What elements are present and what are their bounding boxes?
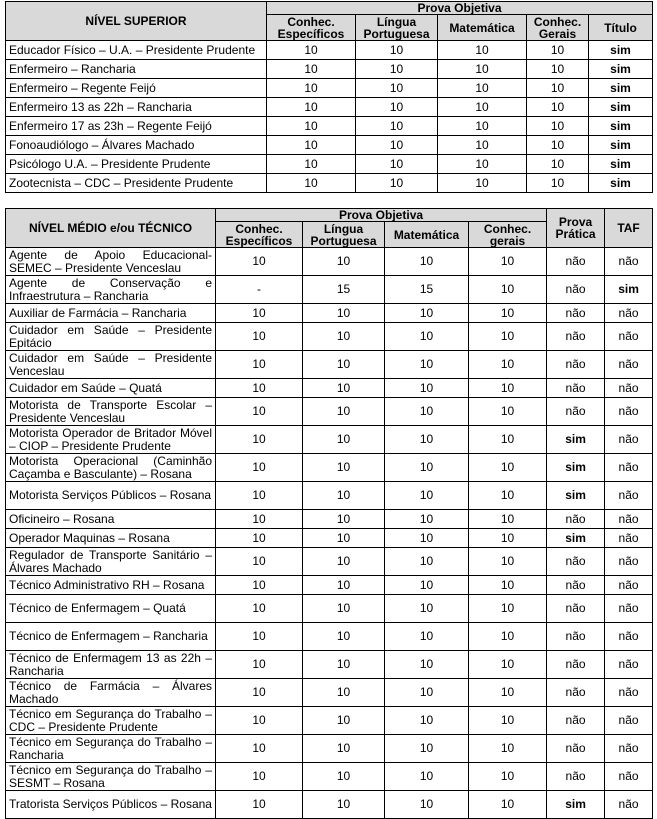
value-cell: 10 [385,548,469,576]
superior-group-header: Prova Objetiva [267,2,653,15]
value-cell: 10 [385,576,469,595]
value-cell: não [605,735,653,763]
value-cell: 10 [385,398,469,426]
value-cell: 10 [303,548,385,576]
value-cell: 10 [303,454,385,482]
table-row [6,79,653,98]
value-cell: 10 [385,426,469,454]
cargo-cell: Enfermeiro – Regente Feijó [6,79,267,98]
value-cell: não [605,763,653,791]
value-cell: 10 [267,174,356,193]
table-row [6,548,653,576]
cargo-cell: Técnico em Segurança do Trabalho – SESMT – Rosana [6,763,216,791]
value-cell: 10 [469,623,547,651]
cargo-cell: Enfermeiro 13 as 22h – Rancharia [6,98,267,117]
value-cell: não [605,791,653,819]
cargo-cell: Motorista Operacional (Caminhão Caçamba e Basculante) – Rosana [6,454,216,482]
value-cell: não [547,248,605,276]
value-cell: 10 [527,79,589,98]
cargo-cell: Enfermeiro 17 as 23h – Regente Feijó [6,117,267,136]
value-cell: 10 [303,482,385,510]
value-cell: 10 [385,735,469,763]
table-row [6,60,653,79]
value-cell: não [547,623,605,651]
table-row [6,398,653,426]
value-cell: 10 [438,174,527,193]
value-cell: 10 [438,117,527,136]
cargo-cell: Agente de Apoio Educacional-SEMEC – Presidente Venceslau [6,248,216,276]
value-cell: não [605,576,653,595]
value-cell: 10 [469,323,547,351]
cargo-cell: Motorista Serviços Públicos – Rosana [6,482,216,510]
value-cell: 10 [303,248,385,276]
cargo-cell: Motorista Operador de Britador Móvel – CIOP – Presidente Prudente [6,426,216,454]
cargo-cell: Fonoaudiólogo – Álvares Machado [6,136,267,155]
value-cell: 10 [385,351,469,379]
value-cell: 10 [385,623,469,651]
value-cell: 10 [469,651,547,679]
value-cell: 10 [385,304,469,323]
value-cell: 10 [469,595,547,623]
value-cell: 10 [216,707,303,735]
superior-col-header: Conhec. Específicos [267,15,356,41]
value-cell: 10 [303,679,385,707]
value-cell: 10 [469,707,547,735]
cargo-cell: Técnico em Segurança do Trabalho – CDC – Presidente Prudente [6,707,216,735]
table-row [6,510,653,529]
cargo-cell: Psicólogo U.A. – Presidente Prudente [6,155,267,174]
value-cell: 10 [303,510,385,529]
table-row [6,117,653,136]
value-cell: não [605,651,653,679]
value-cell: 10 [438,98,527,117]
value-cell: 10 [385,379,469,398]
value-cell: 10 [469,529,547,548]
value-cell: 10 [303,351,385,379]
value-cell: 10 [385,791,469,819]
value-cell: 10 [216,426,303,454]
value-cell: 10 [303,576,385,595]
value-cell: não [547,398,605,426]
table-row [6,595,653,623]
superior-col-header: Conhec. Gerais [527,15,589,41]
table-row [6,707,653,735]
value-cell: não [605,379,653,398]
medio-col-header: Língua Portuguesa [303,222,385,248]
value-cell: 10 [469,791,547,819]
value-cell: não [605,482,653,510]
value-cell: 10 [303,623,385,651]
value-cell: 10 [438,136,527,155]
value-cell: não [605,351,653,379]
value-cell: 10 [385,763,469,791]
value-cell: não [605,679,653,707]
value-cell: não [547,510,605,529]
value-cell: 10 [216,679,303,707]
value-cell: 10 [385,482,469,510]
value-cell: 10 [469,426,547,454]
medio-col-header: Conhec. gerais [469,222,547,248]
value-cell: 10 [527,117,589,136]
value-cell: 10 [303,426,385,454]
value-cell: 10 [216,548,303,576]
value-cell: 10 [527,60,589,79]
value-cell: não [605,623,653,651]
value-cell: 10 [385,679,469,707]
value-cell: não [547,763,605,791]
superior-col-header: Matemática [438,15,527,41]
value-cell: 10 [303,595,385,623]
value-cell: 10 [438,60,527,79]
value-cell: não [605,426,653,454]
value-cell: 10 [469,576,547,595]
cargo-cell: Tratorista Serviços Públicos – Rosana [6,791,216,819]
value-cell: sim [547,426,605,454]
value-cell: 10 [303,763,385,791]
value-cell: 10 [303,398,385,426]
cargo-cell: Técnico de Enfermagem – Rancharia [6,623,216,651]
value-cell: 10 [438,79,527,98]
value-cell: 10 [216,735,303,763]
value-cell: 10 [527,136,589,155]
value-cell: não [547,276,605,304]
value-cell: sim [547,791,605,819]
cargo-cell: Zootecnista – CDC – Presidente Prudente [6,174,267,193]
value-cell: sim [547,482,605,510]
cargo-cell: Técnico em Segurança do Trabalho – Rancharia [6,735,216,763]
table-row [6,529,653,548]
value-cell: 10 [216,791,303,819]
value-cell: sim [589,117,653,136]
table-row [6,41,653,60]
value-cell: sim [589,60,653,79]
value-cell: 10 [356,41,438,60]
value-cell: 10 [527,174,589,193]
value-cell: 10 [438,41,527,60]
table-row [6,576,653,595]
table-row [6,136,653,155]
value-cell: 10 [267,117,356,136]
value-cell: 10 [216,304,303,323]
value-cell: não [605,304,653,323]
value-cell: não [547,595,605,623]
medio-group-header: Prova Objetiva [216,209,547,222]
value-cell: não [547,548,605,576]
value-cell: 10 [216,510,303,529]
value-cell: 15 [303,276,385,304]
medio-table [5,208,653,819]
value-cell: 10 [216,763,303,791]
value-cell: 10 [385,595,469,623]
value-cell: 10 [469,248,547,276]
value-cell: 10 [356,117,438,136]
value-cell: 10 [469,454,547,482]
cargo-cell: Técnico de Enfermagem 13 as 22h – Rancharia [6,651,216,679]
value-cell: sim [547,529,605,548]
superior-col-header: Língua Portuguesa [356,15,438,41]
value-cell: não [605,529,653,548]
value-cell: 10 [385,323,469,351]
value-cell: 10 [216,248,303,276]
value-cell: 10 [216,651,303,679]
value-cell: 10 [469,510,547,529]
cargo-cell: Agente de Conservação e Infraestrutura – Rancharia [6,276,216,304]
cargo-cell: Cuidador em Saúde – Presidente Epitácio [6,323,216,351]
table-row [6,174,653,193]
value-cell: 10 [267,136,356,155]
superior-table [5,1,653,193]
value-cell: 10 [385,707,469,735]
value-cell: não [605,510,653,529]
value-cell: não [605,454,653,482]
value-cell: 10 [216,529,303,548]
value-cell: 10 [469,763,547,791]
cargo-cell: Operador Maquinas – Rosana [6,529,216,548]
value-cell: 10 [216,398,303,426]
value-cell: 10 [438,155,527,174]
value-cell: 10 [303,323,385,351]
value-cell: não [605,398,653,426]
value-cell: não [605,548,653,576]
medio-title: NÍVEL MÉDIO e/ou TÉCNICO [6,209,216,248]
value-cell: 10 [216,576,303,595]
value-cell: 10 [469,276,547,304]
cargo-cell: Técnico de Farmácia – Álvares Machado [6,679,216,707]
table-row [6,379,653,398]
table-row [6,623,653,651]
value-cell: 10 [469,304,547,323]
value-cell: 10 [356,174,438,193]
table-row [6,426,653,454]
value-cell: 10 [356,155,438,174]
value-cell: 10 [356,136,438,155]
table-row [6,482,653,510]
value-cell: 10 [216,454,303,482]
value-cell: não [547,735,605,763]
cargo-cell: Motorista de Transporte Escolar – Presidente Venceslau [6,398,216,426]
medio-col-header: TAF [605,209,653,248]
value-cell: 10 [303,304,385,323]
value-cell: não [547,651,605,679]
value-cell: não [547,351,605,379]
value-cell: sim [589,41,653,60]
value-cell: 10 [216,351,303,379]
value-cell: não [547,707,605,735]
table-row [6,276,653,304]
table-row [6,679,653,707]
cargo-cell: Oficineiro – Rosana [6,510,216,529]
value-cell: 10 [469,548,547,576]
table-row [6,651,653,679]
table-row [6,763,653,791]
cargo-cell: Enfermeiro – Rancharia [6,60,267,79]
value-cell: - [216,276,303,304]
cargo-cell: Técnico de Enfermagem – Quatá [6,595,216,623]
table-row [6,791,653,819]
medio-col-header: Matemática [385,222,469,248]
value-cell: 10 [385,454,469,482]
value-cell: 10 [267,41,356,60]
value-cell: 10 [303,735,385,763]
value-cell: sim [547,454,605,482]
value-cell: 10 [267,60,356,79]
value-cell: não [547,679,605,707]
value-cell: sim [589,136,653,155]
value-cell: sim [605,276,653,304]
value-cell: 10 [216,595,303,623]
value-cell: 10 [469,482,547,510]
table-row [6,98,653,117]
medio-col-header: Prova Prática [547,209,605,248]
value-cell: 10 [303,651,385,679]
value-cell: sim [589,98,653,117]
value-cell: 10 [303,707,385,735]
cargo-cell: Regulador de Transporte Sanitário – Álvares Machado [6,548,216,576]
value-cell: 10 [469,735,547,763]
value-cell: 10 [527,155,589,174]
value-cell: 10 [216,623,303,651]
cargo-cell: Auxiliar de Farmácia – Rancharia [6,304,216,323]
value-cell: não [605,248,653,276]
value-cell: 10 [385,248,469,276]
cargo-cell: Cuidador em Saúde – Presidente Venceslau [6,351,216,379]
value-cell: 10 [267,155,356,174]
value-cell: 10 [303,791,385,819]
table-row [6,304,653,323]
table-row [6,351,653,379]
cargo-cell: Técnico Administrativo RH – Rosana [6,576,216,595]
value-cell: não [547,323,605,351]
value-cell: 10 [303,379,385,398]
value-cell: 15 [385,276,469,304]
value-cell: 10 [267,79,356,98]
value-cell: 10 [527,98,589,117]
value-cell: 10 [469,379,547,398]
table-row [6,735,653,763]
value-cell: 10 [356,98,438,117]
value-cell: sim [589,174,653,193]
table-row [6,454,653,482]
value-cell: 10 [216,482,303,510]
superior-title: NÍVEL SUPERIOR [6,2,267,41]
table-row [6,155,653,174]
value-cell: 10 [216,379,303,398]
value-cell: não [547,576,605,595]
value-cell: não [547,379,605,398]
value-cell: não [605,323,653,351]
value-cell: 10 [469,398,547,426]
value-cell: não [547,304,605,323]
medio-col-header: Conhec. Específicos [216,222,303,248]
cargo-cell: Cuidador em Saúde – Quatá [6,379,216,398]
value-cell: 10 [469,351,547,379]
value-cell: sim [589,155,653,174]
value-cell: 10 [385,651,469,679]
value-cell: 10 [356,60,438,79]
cargo-cell: Educador Físico – U.A. – Presidente Prudente [6,41,267,60]
value-cell: 10 [267,98,356,117]
value-cell: 10 [385,529,469,548]
table-row [6,248,653,276]
value-cell: 10 [303,529,385,548]
superior-col-header: Título [589,15,653,41]
value-cell: 10 [356,79,438,98]
value-cell: 10 [216,323,303,351]
value-cell: não [605,707,653,735]
value-cell: não [605,595,653,623]
value-cell: 10 [527,41,589,60]
value-cell: 10 [385,510,469,529]
value-cell: 10 [469,679,547,707]
value-cell: sim [589,79,653,98]
table-row [6,323,653,351]
